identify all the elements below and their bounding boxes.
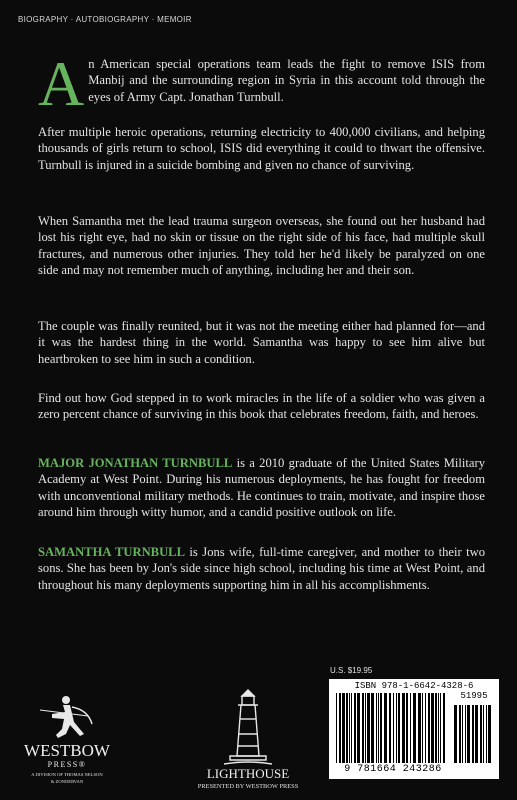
description-paragraph-5: Find out how God stepped in to work miracles in the life of a soldier who was given a zero percent chance of surviving in this book that celebrates freedom, faith, and heroes.: [38, 391, 485, 422]
lighthouse-name: LIGHTHOUSE: [206, 766, 290, 781]
barcode-bar: [483, 705, 484, 763]
description-paragraph-2: After multiple heroic operations, returning electricity to 400,000 civilians, and helping thousands of girls return to school, ISIS did everything it could to thwart the offensive. Turnbull is injured in a suicide bombing and given no chance of surviving.: [38, 125, 485, 172]
barcode-bar: [346, 693, 348, 763]
barcode-bar: [398, 693, 400, 763]
barcode-bar: [413, 693, 416, 763]
barcode-bar: [475, 705, 478, 763]
barcode-bar: [425, 693, 426, 763]
description-paragraph-4: The couple was finally reunited, but it was not the meeting either had planned for—and it was the hardest thing in the world. Samantha was happy to see him alive but heartbroken to see him in such a condition.: [38, 319, 485, 366]
barcode-bar: [462, 705, 463, 763]
barcode-bar: [384, 693, 387, 763]
barcode-bar: [376, 693, 377, 763]
westbow-zondervan: & ZONDERVAN: [50, 779, 84, 784]
westbow-name: WESTBOW: [24, 741, 110, 760]
barcode-bar: [459, 705, 461, 763]
westbow-press: PRESS®: [47, 760, 87, 769]
barcode-bar: [440, 693, 441, 763]
barcode-bar: [488, 705, 491, 763]
barcode-bar: [472, 705, 474, 763]
barcode-bar: [342, 693, 345, 763]
barcode-bar: [467, 705, 470, 763]
westbow-division: A DIVISION OF THOMAS NELSON: [31, 772, 103, 777]
barcode-bar: [402, 693, 405, 763]
ean-digits: 9 781664 243286: [344, 764, 442, 775]
barcode-bar: [465, 705, 466, 763]
lighthouse-subtitle: PRESENTED BY WESTBOW PRESS: [198, 783, 298, 790]
barcode-bar: [378, 693, 379, 763]
archer-figure-icon: [40, 696, 92, 738]
barcode-bar: [365, 693, 366, 763]
author-bio-text-samantha: is Jons wife, full-time caregiver, and mother to their two sons. She has been by Jon's side since high school, including his time at West Point, and throughout his many deployments supporting him in all his accomplishments.: [38, 545, 485, 592]
description-intro: [38, 48, 485, 119]
author-bio-jonathan: [38, 455, 485, 521]
barcode-bar: [443, 693, 445, 763]
lighthouse-logo: [198, 686, 298, 792]
barcode-bar: [480, 705, 482, 763]
barcode-bar: [354, 693, 356, 763]
barcode-bar: [428, 693, 430, 763]
barcode-bar: [486, 705, 487, 763]
barcode-bar: [351, 693, 352, 763]
ean-barcode-bars: [335, 693, 449, 763]
addon-barcode-bars: [453, 705, 495, 763]
price-label: U.S. $19.95: [330, 666, 373, 675]
barcode-bar: [454, 705, 457, 763]
barcode-bar: [339, 693, 341, 763]
barcode-bar: [435, 693, 437, 763]
barcode-bar: [418, 693, 421, 763]
isbn-barcode: [329, 679, 499, 779]
price-addon-number: 51995: [460, 691, 488, 701]
barcode-bar: [367, 693, 370, 763]
barcode-bar: [380, 693, 382, 763]
barcode-bar: [396, 693, 397, 763]
barcode-bar: [349, 693, 350, 763]
barcode-bar: [406, 693, 408, 763]
author-bio-text-jonathan: is a 2010 graduate of the United States Military Academy at West Point. During his numerous deployments, he has fought for freedom with unconventional military methods. He continues to train, motivate, and inspire those around him through witty humor, and a candid positive outlook on life.: [38, 456, 486, 520]
barcode-bar: [410, 693, 411, 763]
genre-label: BIOGRAPHY · AUTOBIOGRAPHY · MEMOIR: [18, 15, 192, 24]
author-bio-samantha: [38, 544, 485, 593]
barcode-bar: [371, 693, 374, 763]
barcode-bar: [438, 693, 439, 763]
drop-cap: A: [38, 48, 85, 119]
author-name-samantha: SAMANTHA TURNBULL: [38, 545, 185, 559]
barcode-bar: [389, 693, 391, 763]
author-name-jonathan: MAJOR JONATHAN TURNBULL: [38, 456, 233, 470]
barcode-bar: [362, 693, 364, 763]
isbn-number: ISBN 978-1-6642-4328-6: [354, 681, 474, 691]
barcode-bar: [393, 693, 394, 763]
description-paragraph-1: n American special operations team leads the fight to remove ISIS from Manbij and the surrounding region in Syria in this account told through the eyes of Army Capt. Jonathan Turnbull.: [88, 57, 485, 104]
barcode-bar: [422, 693, 423, 763]
barcode-bar: [336, 693, 337, 763]
barcode-bar: [357, 693, 360, 763]
barcode-bar: [431, 693, 434, 763]
lighthouse-icon: [224, 690, 272, 764]
description-paragraph-3: When Samantha met the lead trauma surgeon overseas, she found out her husband had lost his right eye, had no skin or tissue on the right side of his face, had multiple skull fractures, and numerous other injuries. They told her he'd likely be paralyzed on one side and may not remember much of anything, including her and their son.: [38, 214, 485, 278]
westbow-press-logo: [22, 692, 112, 788]
